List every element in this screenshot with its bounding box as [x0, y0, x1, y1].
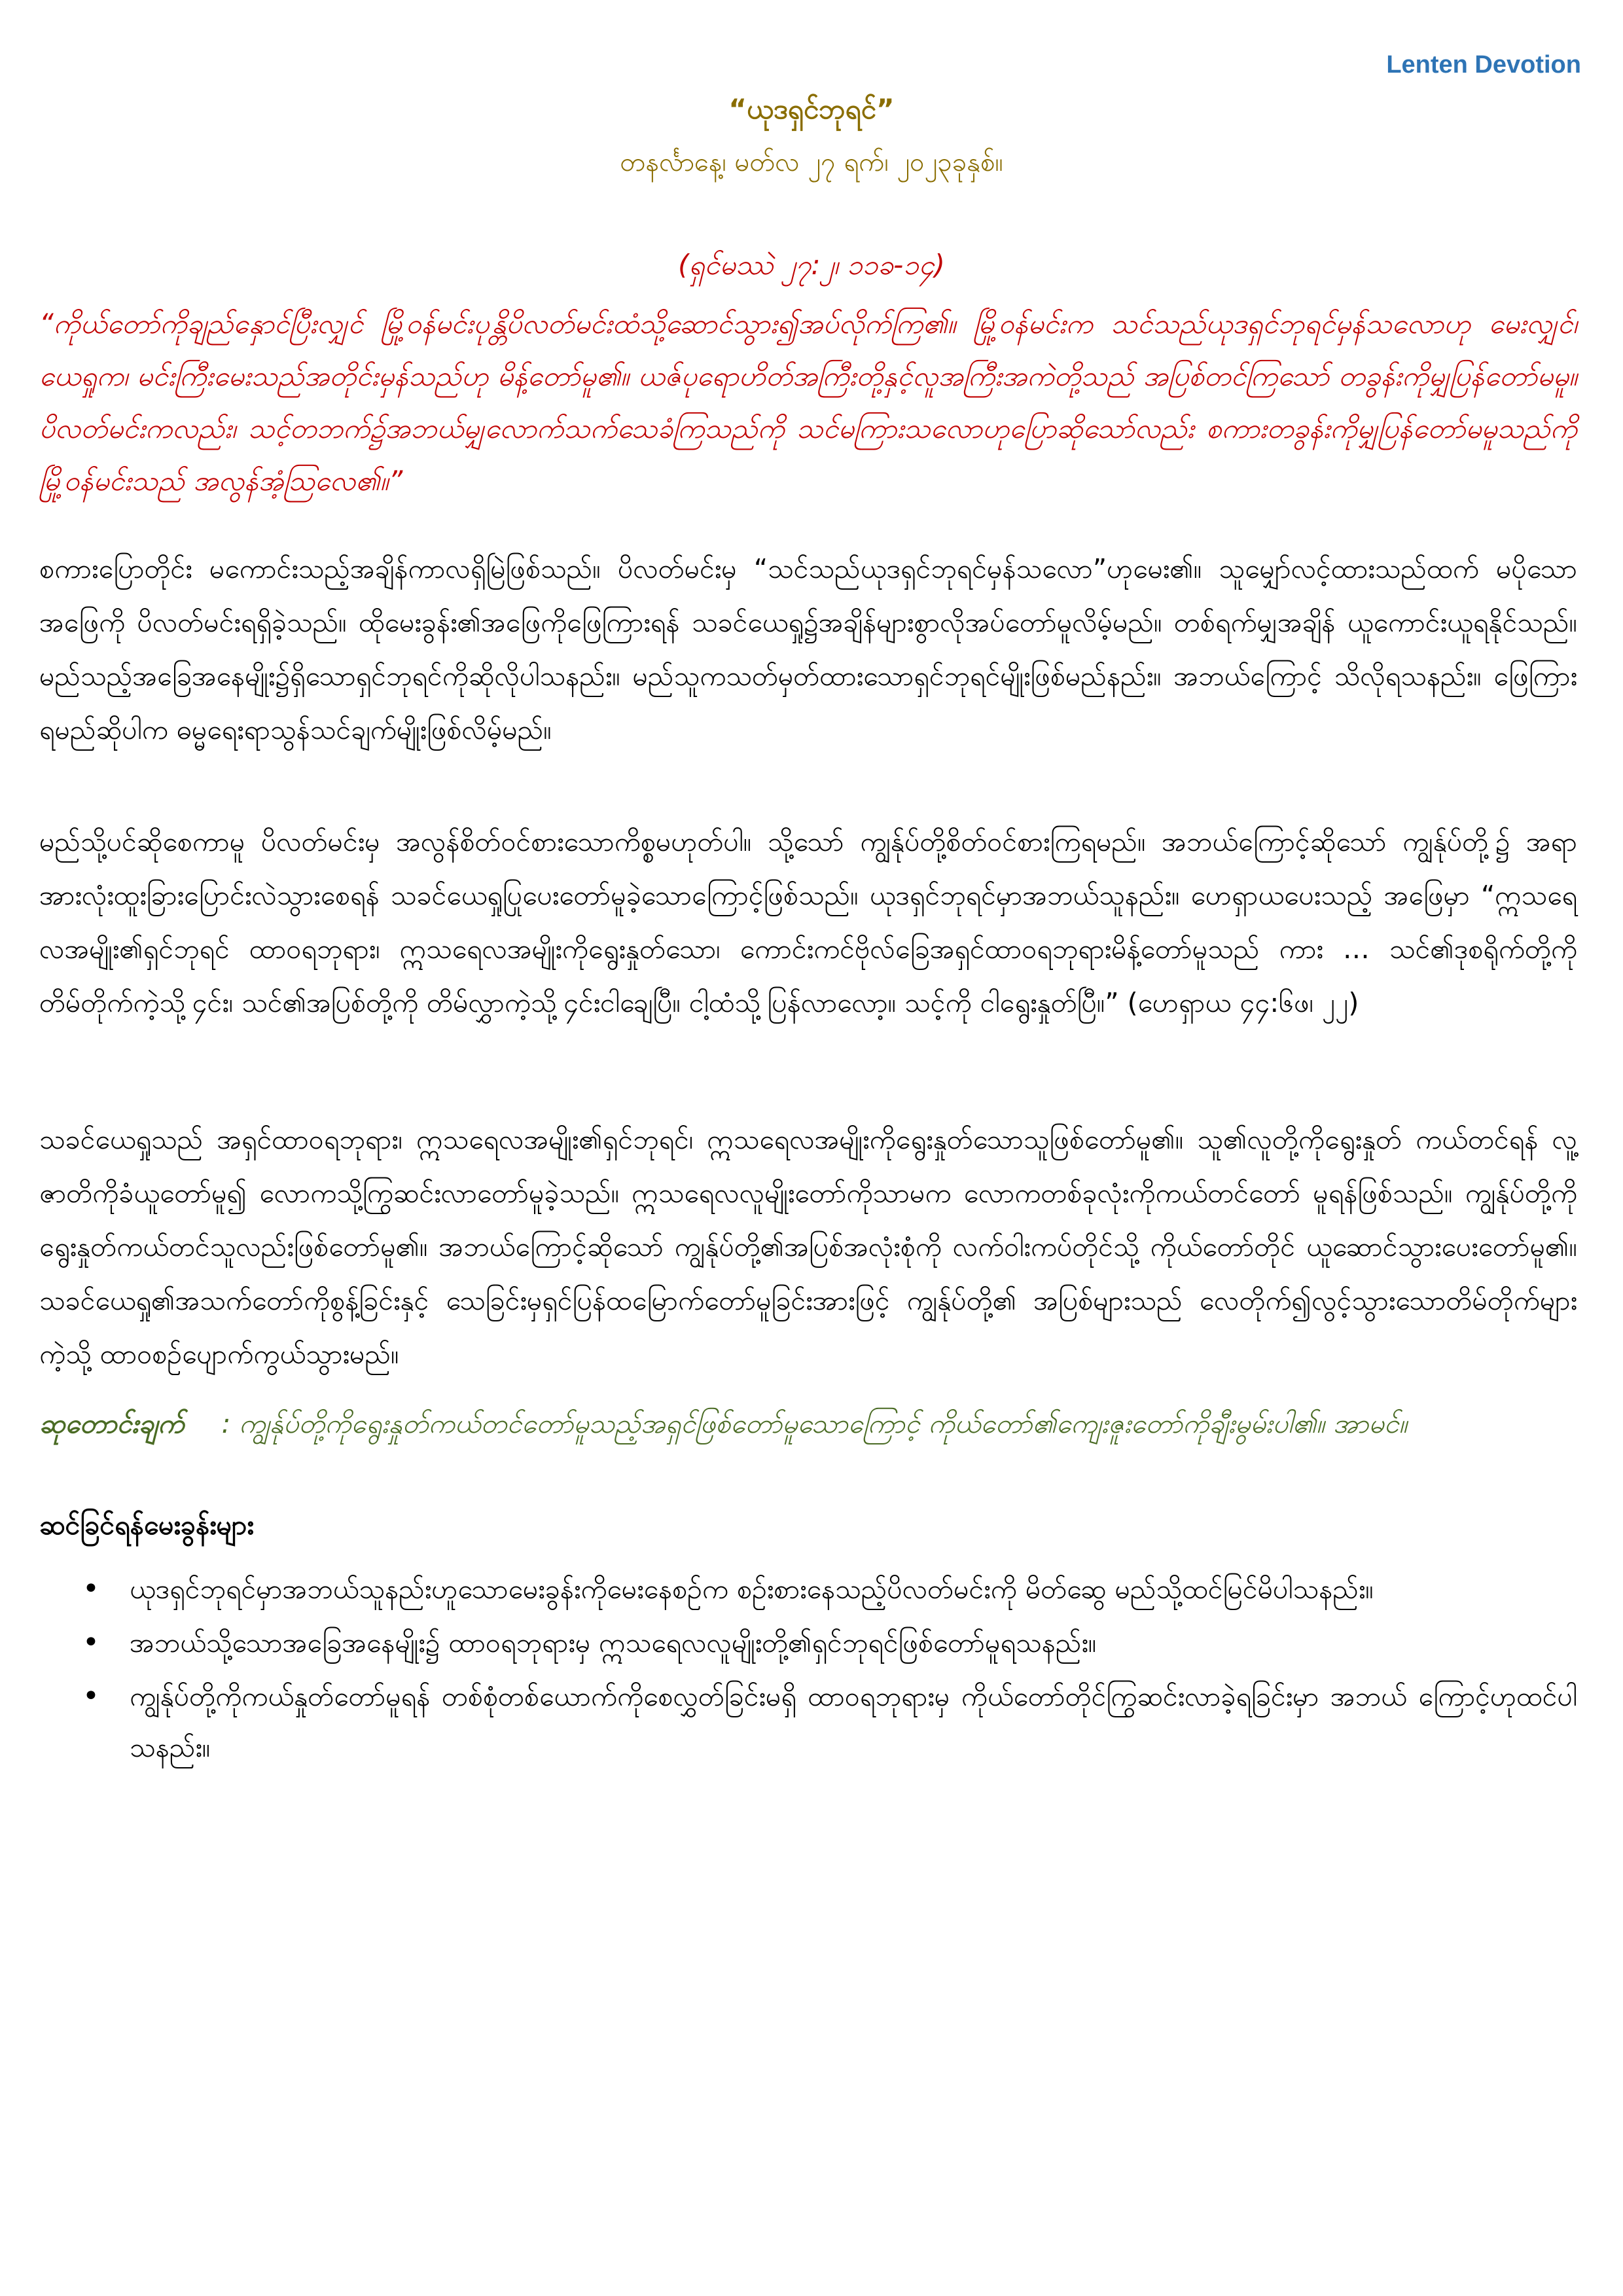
- question-text: ယုဒရှင်ဘုရင်မှာအဘယ်သူနည်းဟူသောမေးခွန်းကိုမေးနေစဉ်က စဉ်းစားနေသည့်ပိလတ်မင်းကို မိတ်ဆွေ မည်သို့ထင်မြင်မိပါသနည်း။: [130, 1573, 1374, 1605]
- scripture-reference: (ရှင်မဿဲ ၂၇:၂၊ ၁၁ခ-၁၄): [678, 249, 945, 281]
- page-title: “ယုဒရှင်ဘုရင်”: [728, 93, 895, 125]
- prayer-section: [39, 1407, 1577, 1446]
- questions-list: [39, 1564, 1577, 1773]
- bullet-icon: •: [82, 1572, 99, 1605]
- bullet-icon: •: [82, 1626, 99, 1659]
- body-paragraph-2: မည်သို့ပင်ဆိုစေကာမူ ပိလတ်မင်းမှ အလွန်စိတ်ဝင်စားသောကိစ္စမဟုတ်ပါ။ သို့သော် ကျွန်ုပ်တို့စိတ်ဝင်စားကြရမည်။ အဘယ်ကြောင့်ဆိုသော် ကျွန်ုပ်တို့၌ အရာအားလုံးထူးခြားပြောင်းလဲသွားစေရန် သခင်ယေရှုပြုပေးတော်မူခဲ့သောကြောင့်ဖြစ်သည်။ ယုဒရှင်ဘုရင်မှာအဘယ်သူနည်း။ ဟေရှာယပေးသည့် အဖြေမှာ “ဣသရေလအမျိုး၏ရှင်ဘုရင် ထာဝရဘုရား၊ ဣသရေလအမျိုးကိုရွေးနှုတ်သော၊ ကောင်းကင်ဗိုလ်ခြေအရှင်ထာဝရဘုရားမိန့်တော်မူသည် ကား … သင်၏ဒုစရိုက်တို့ကို တိမ်တိုက်ကဲ့သို့၄င်း၊ သင်၏အပြစ်တို့ကို တိမ်လွှာကဲ့သို့၄င်းငါချေပြီ။ ငါ့ထံသို့ပြန်လာလော့။ သင့်ကို ငါရွေးနှုတ်ပြီ။” (ဟေရှာယ ၄၄:၆ဖ၊ ၂၂): [39, 826, 1577, 1018]
- devotion-date: တနင်္လာနေ့၊ မတ်လ ၂၇ ရက်၊ ၂၀၂၃ခုနှစ်။: [620, 147, 1003, 177]
- question-text: အဘယ်သို့သောအခြေအနေမျိုး၌ ထာဝရဘုရားမှ ဣသရေလလူမျိုးတို့၏ရှင်ဘုရင်ဖြစ်တော်မူရသနည်း။: [130, 1627, 1097, 1659]
- brand-label: Lenten Devotion: [1386, 51, 1581, 79]
- list-item: [39, 1564, 1577, 1615]
- body-paragraph-3: သခင်ယေရှုသည် အရှင်ထာဝရဘုရား၊ ဣသရေလအမျိုး၏ရှင်ဘုရင်၊ ဣသရေလအမျိုးကိုရွေးနှုတ်သောသူဖြစ်တော်မူ၏။ သူ၏လူတို့ကိုရွေးနှုတ် ကယ်တင်ရန် လူ့ဇာတိကိုခံယူတော်မူ၍ လောကသို့ကြွဆင်းလာတော်မူခဲ့သည်။ ဣသရေလလူမျိုးတော်ကိုသာမက လောကတစ်ခုလုံးကိုကယ်တင်တော် မူရန်ဖြစ်သည်။ ကျွန်ုပ်တို့ကိုရွေးနှုတ်ကယ်တင်သူလည်းဖြစ်တော်မူ၏။ အဘယ်ကြောင့်ဆိုသော် ကျွန်ုပ်တို့၏အပြစ်အလုံးစုံကို လက်ဝါးကပ်တိုင်သို့ ကိုယ်တော်တိုင် ယူဆောင်သွားပေးတော်မူ၏။ သခင်ယေရှု၏အသက်တော်ကိုစွန့်ခြင်းနှင့် သေခြင်းမှရှင်ပြန်ထမြောက်တော်မူခြင်းအားဖြင့် ကျွန်ုပ်တို့၏ အပြစ်များသည် လေတိုက်၍လွင့်သွားသောတိမ်တိုက်များကဲ့သို့ ထာဝစဉ်ပျောက်ကွယ်သွားမည်။: [39, 1124, 1577, 1370]
- bullet-icon: •: [82, 1679, 99, 1713]
- list-item: [39, 1671, 1577, 1773]
- body-paragraph-1: စကားပြောတိုင်း မကောင်းသည့်အချိန်ကာလရှိမြဲဖြစ်သည်။ ပိလတ်မင်းမှ “သင်သည်ယုဒရှင်ဘုရင်မှန်သလော”ဟုမေး၏။ သူမျှော်လင့်ထားသည်ထက် မပိုသောအဖြေကို ပိလတ်မင်းရရှိခဲ့သည်။ ထိုမေးခွန်း၏အဖြေကိုဖြေကြားရန် သခင်ယေရှု၌အချိန်များစွာလိုအပ်တော်မူလိမ့်မည်။ တစ်ရက်မျှအချိန် ယူကောင်းယူရနိုင်သည်။ မည်သည့်အခြေအနေမျိုး၌ရှိသောရှင်ဘုရင်ကိုဆိုလိုပါသနည်း။ မည်သူကသတ်မှတ်ထားသောရှင်ဘုရင်မျိုးဖြစ်မည်နည်း။ အဘယ်ကြောင့် သိလိုရသနည်း။ ဖြေကြားရမည်ဆိုပါက ဓမ္မရေးရာသွန်သင်ချက်မျိုးဖြစ်လိမ့်မည်။: [39, 553, 1577, 745]
- question-text: ကျွန်ုပ်တို့ကိုကယ်နှုတ်တော်မူရန် တစ်စုံတစ်ယောက်ကိုစေလွှတ်ခြင်းမရှိ ထာဝရဘုရားမှ ကိုယ်တော်တိုင်ကြွဆင်းလာခဲ့ရခြင်းမှာ အဘယ် ကြောင့်ဟုထင်ပါသနည်း။: [130, 1681, 1577, 1763]
- prayer-label: ဆုတောင်းချက်: [39, 1408, 185, 1439]
- list-item: [39, 1617, 1577, 1668]
- reflection-questions: [39, 1509, 1577, 1776]
- scripture-quote: “ကိုယ်တော်ကိုချည်နှောင်ပြီးလျှင် မြို့ဝန်မင်းပုန္တိပိလတ်မင်းထံသို့ဆောင်သွား၍အပ်လိုက်ကြ၏။ မြို့ဝန်မင်းက သင်သည်ယုဒရှင်ဘုရင်မှန်သလောဟု မေးလျှင်၊ ယေရှုက၊ မင်းကြီးမေးသည်အတိုင်းမှန်သည်ဟု မိန့်တော်မူ၏။ ယဇ်ပုရောဟိတ်အကြီးတို့နှင့်လူအကြီးအကဲတို့သည် အပြစ်တင်ကြသော် တခွန်းကိုမျှပြန်တော်မမူ။ ပိလတ်မင်းကလည်း၊ သင့်တဘက်၌အဘယ်မျှလောက်သက်သေခံကြသည်ကို သင်မကြားသလောဟုပြောဆိုသော်လည်း စကားတခွန်းကိုမျှပြန်တော်မမူသည်ကို မြို့ဝန်မင်းသည် အလွန်အံ့ဩလေ၏။”: [39, 308, 1577, 497]
- prayer-text: : ကျွန်ုပ်တို့ကိုရွေးနှုတ်ကယ်တင်တော်မူသည့်အရှင်ဖြစ်တော်မူသောကြောင့် ကိုယ်တော်၏ကျေးဇူးတော်ကိုချီးမွမ်းပါ၏။ အာမင်။: [221, 1408, 1408, 1439]
- questions-heading: ဆင်ခြင်ရန်မေးခွန်းများ: [39, 1509, 254, 1541]
